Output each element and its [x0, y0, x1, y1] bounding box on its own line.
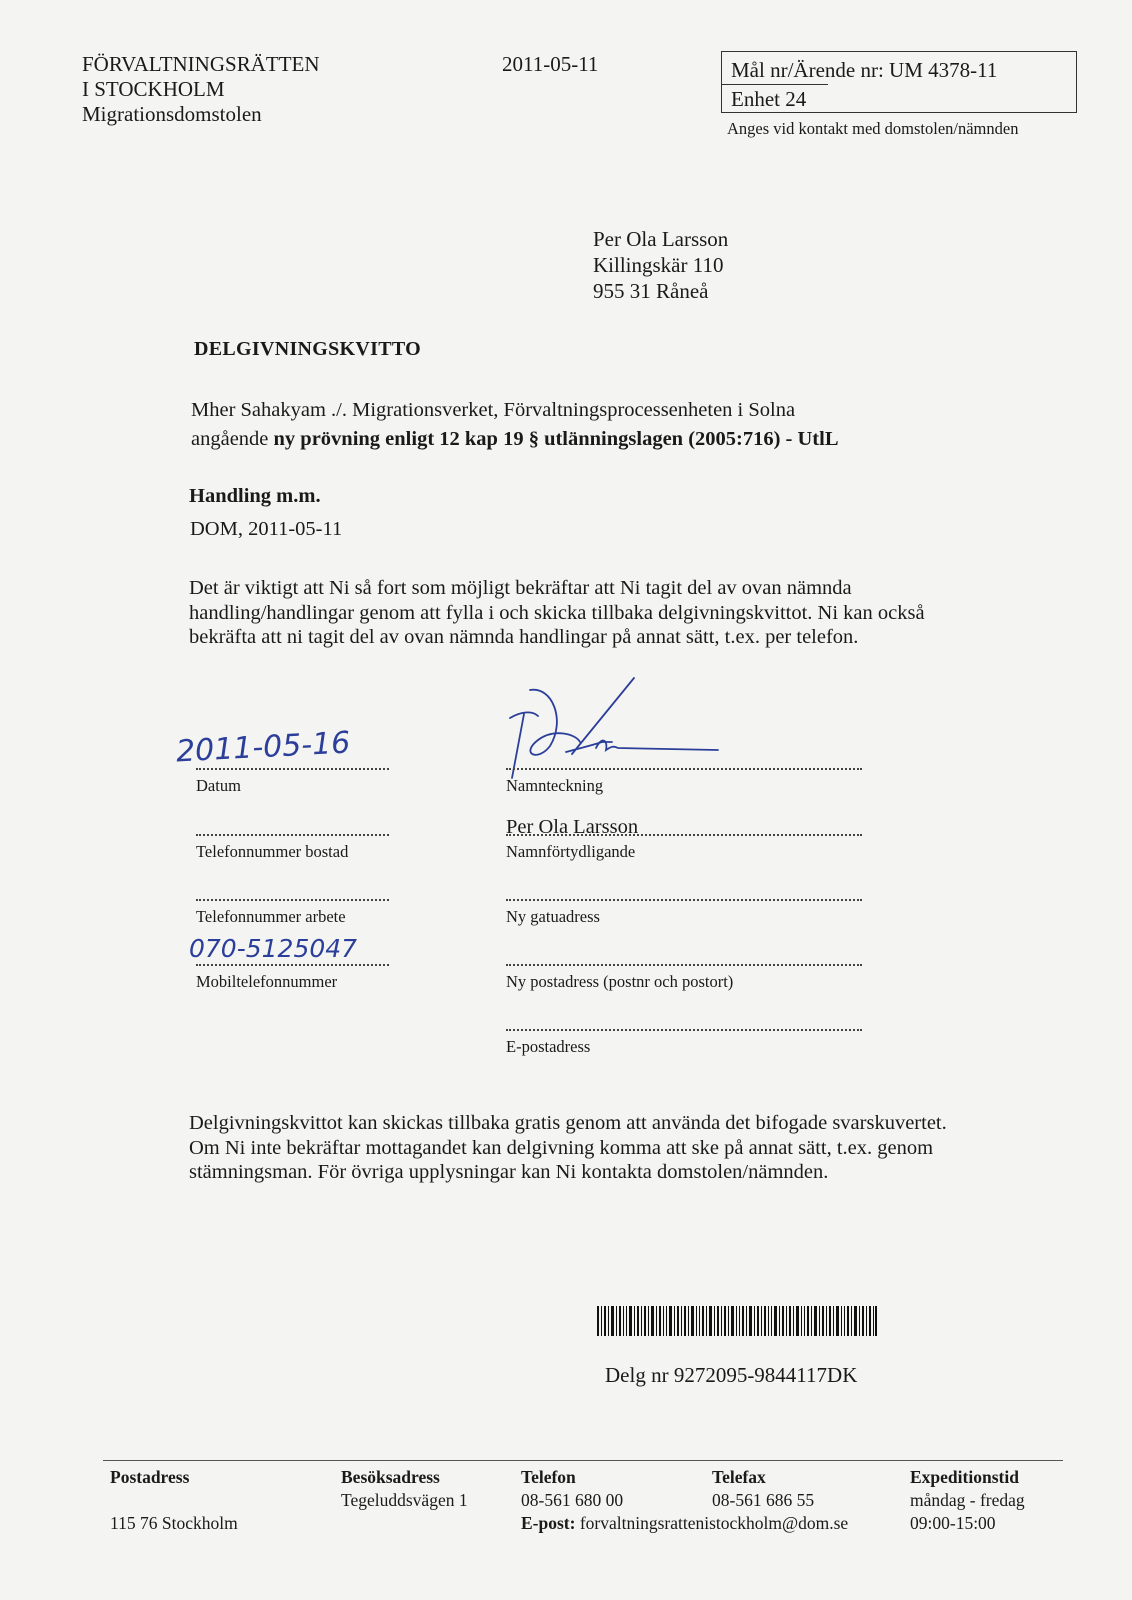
- name-clarification-line: [506, 834, 862, 836]
- email-field[interactable]: [506, 1029, 862, 1057]
- contact-note: Anges vid kontakt med domstolen/nämnden: [727, 119, 1019, 138]
- new-postal-line: [506, 964, 862, 966]
- delg-number: Delg nr 9272095-9844117DK: [605, 1363, 858, 1387]
- parties-line: Mher Sahakyam ./. Migrationsverket, Förvaltningsprocessenheten i Solna: [191, 399, 796, 421]
- datum-field[interactable]: [196, 768, 389, 796]
- footer-hours: [910, 1466, 1025, 1535]
- court-name-line-2: I STOCKHOLM: [82, 77, 225, 101]
- email-label: E-postadress: [506, 1037, 591, 1056]
- mobile-line: [196, 964, 389, 966]
- signature-label: Namnteckning: [506, 776, 604, 795]
- court-name: [82, 52, 320, 127]
- phone-work-field[interactable]: [196, 899, 389, 927]
- footer-postal-value: 115 76 Stockholm: [110, 1513, 238, 1533]
- instruction-text: Det är viktigt att Ni så fort som möjligt bekräftar att Ni tagit del av ovan nämnda handling/handlingar genom att fylla i och skicka tillbaka delgivningskvittot. Ni kan också bekräfta att ni tagit del av ovan nämnda handlingar på annat sätt, t.ex. per telefon.: [189, 577, 925, 648]
- name-clarification-value: Per Ola Larsson: [506, 816, 639, 838]
- footer-fax: [712, 1466, 814, 1512]
- footer-postal: [110, 1466, 238, 1535]
- footer-hours-days: måndag - fredag: [910, 1490, 1025, 1510]
- recipient-address: [593, 226, 728, 304]
- phone-work-line: [196, 899, 389, 901]
- footer-fax-value: 08-561 686 55: [712, 1490, 815, 1510]
- footer-fax-heading: Telefax: [712, 1467, 766, 1487]
- court-name-line-1: FÖRVALTNINGSRÄTTEN: [82, 52, 320, 76]
- footer-phone-heading: Telefon: [521, 1467, 576, 1487]
- case-number: Mål nr/Ärende nr: UM 4378-11: [731, 58, 998, 82]
- signature-field[interactable]: [506, 768, 862, 796]
- case-number-box: [721, 51, 1077, 113]
- name-clarification-field[interactable]: [506, 834, 862, 862]
- footer-email-value[interactable]: forvaltningsrattenistockholm@dom.se: [579, 1513, 849, 1533]
- case-parties: [191, 396, 839, 454]
- mobile-label: Mobiltelefonnummer: [196, 972, 338, 991]
- regarding-prefix: angående: [191, 428, 269, 450]
- footer-hours-time: 09:00-15:00: [910, 1513, 996, 1533]
- phone-home-line: [196, 834, 389, 836]
- new-postal-label: Ny postadress (postnr och postort): [506, 972, 734, 991]
- name-clarification-label: Namnförtydligande: [506, 842, 636, 861]
- court-name-line-3: Migrationsdomstolen: [82, 102, 262, 126]
- signature-line: [506, 768, 862, 770]
- document-title: DELGIVNINGSKVITTO: [194, 338, 422, 360]
- recipient-street: Killingskär 110: [593, 253, 724, 277]
- footer-visit: [341, 1466, 468, 1512]
- handwritten-mobile: 070-5125047: [189, 934, 358, 963]
- footer-postal-heading: Postadress: [110, 1467, 190, 1487]
- handling-heading: Handling m.m.: [189, 485, 321, 507]
- document-date: 2011-05-11: [502, 52, 599, 76]
- handwritten-date: 2011-05-16: [175, 725, 352, 770]
- new-postal-field[interactable]: [506, 964, 862, 992]
- footer-divider: [103, 1460, 1063, 1461]
- phone-work-label: Telefonnummer arbete: [196, 907, 346, 926]
- footer-phone-value: 08-561 680 00: [521, 1490, 624, 1510]
- barcode-icon: [597, 1306, 877, 1336]
- datum-label: Datum: [196, 776, 241, 795]
- datum-line: [196, 768, 389, 770]
- email-line: [506, 1029, 862, 1031]
- new-street-field[interactable]: [506, 899, 862, 927]
- footer-visit-heading: Besöksadress: [341, 1467, 440, 1487]
- new-street-label: Ny gatuadress: [506, 907, 600, 926]
- closing-text: Delgivningskvittot kan skickas tillbaka gratis genom att använda det bifogade svarskuvertet. Om Ni inte bekräftar mottagandet kan delgivning komma att ske på annat sätt, t.ex. genom stämningsman. För övriga upplysningar kan Ni kontakta domstolen/nämnden.: [189, 1112, 947, 1183]
- regarding-subject: ny prövning enligt 12 kap 19 § utlänningslagen (2005:716) - UtlL: [273, 428, 839, 450]
- footer-visit-value: Tegeluddsvägen 1: [341, 1490, 468, 1510]
- recipient-name: Per Ola Larsson: [593, 227, 729, 251]
- new-street-line: [506, 899, 862, 901]
- footer-email-label: E-post:: [521, 1513, 576, 1533]
- case-unit: Enhet 24: [722, 84, 828, 113]
- mobile-field[interactable]: [196, 964, 389, 992]
- footer-hours-heading: Expeditionstid: [910, 1467, 1019, 1487]
- recipient-city: 955 31 Råneå: [593, 279, 709, 303]
- phone-home-label: Telefonnummer bostad: [196, 842, 349, 861]
- handling-value: DOM, 2011-05-11: [190, 518, 343, 540]
- phone-home-field[interactable]: [196, 834, 389, 862]
